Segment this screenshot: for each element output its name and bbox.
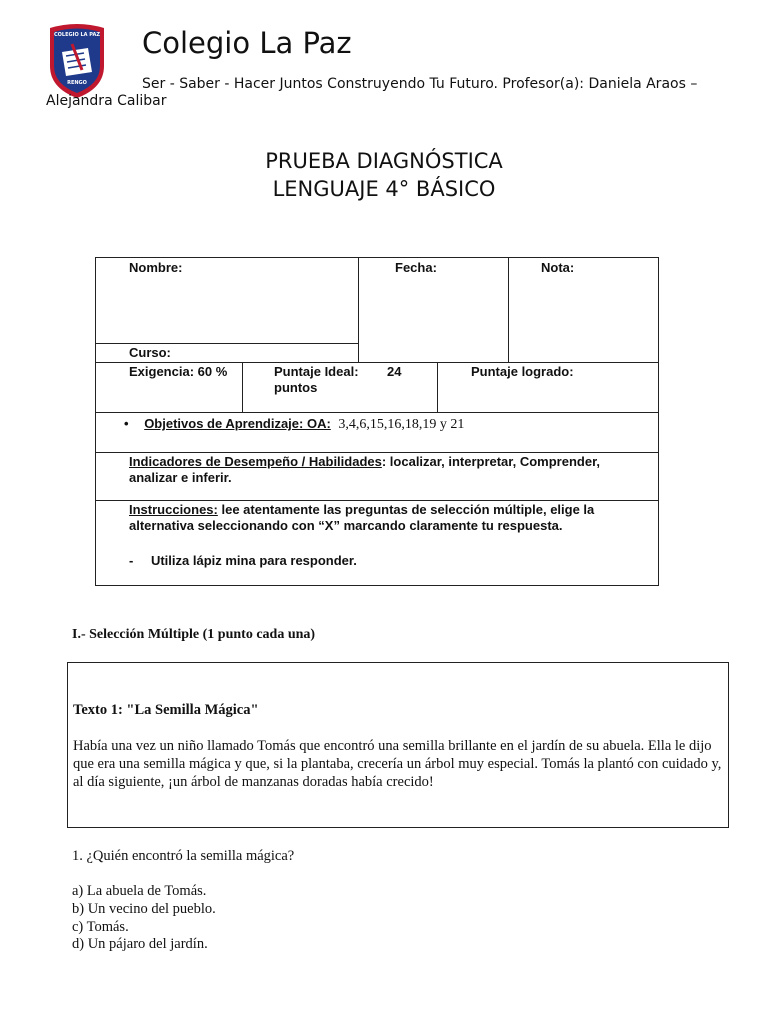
exam-subtitle: LENGUAJE 4° BÁSICO: [272, 177, 496, 201]
option-c[interactable]: c) Tomás.: [72, 919, 129, 935]
option-a[interactable]: a) La abuela de Tomás.: [72, 883, 207, 899]
indicadores-value: : localizar, interpretar, Comprender, analizar e inferir.: [129, 454, 601, 485]
logo-top-text: COLEGIO LA PAZ: [54, 32, 100, 38]
puntaje-ideal-label: Puntaje Ideal:: [274, 364, 359, 379]
school-motto: Ser - Saber - Hacer Juntos Construyendo Tu Futuro. Profesor(a): Daniela Araos – Alejandra Calibar: [46, 76, 698, 109]
objetivos-row: [124, 416, 464, 433]
objetivos-label: Objetivos de Aprendizaje: OA:: [144, 416, 331, 431]
curso-label: Curso:: [129, 345, 171, 360]
instruccion-extra: [129, 553, 357, 569]
instrucciones-text: [129, 502, 639, 534]
dash-marker: -: [129, 553, 134, 568]
puntaje-logrado-label: Puntaje logrado:: [471, 364, 574, 379]
indicadores-text: [129, 454, 639, 486]
question-1-prompt: 1. ¿Quién encontró la semilla mágica?: [72, 848, 295, 864]
info-table: [95, 257, 659, 586]
objetivos-value: 3,4,6,15,16,18,19 y 21: [338, 417, 465, 432]
fecha-label: Fecha:: [395, 260, 437, 275]
instrucciones-value: lee atentamente las preguntas de selección múltiple, elige la alternativa seleccionando con “X” marcando claramente tu respuesta.: [129, 502, 595, 533]
exigencia-label: Exigencia: 60 %: [129, 364, 228, 379]
bullet-icon: •: [124, 416, 129, 431]
exam-title: PRUEBA DIAGNÓSTICA: [265, 149, 503, 173]
reading-text-box: [67, 662, 729, 828]
nombre-label: Nombre:: [129, 260, 183, 275]
puntaje-ideal-unit: puntos: [274, 380, 318, 395]
option-b[interactable]: b) Un vecino del pueblo.: [72, 901, 216, 917]
school-name: Colegio La Paz: [142, 26, 352, 60]
indicadores-label: Indicadores de Desempeño / Habilidades: [129, 454, 382, 469]
puntaje-ideal-value: 24: [387, 364, 402, 379]
section-title: I.- Selección Múltiple (1 punto cada una): [72, 627, 316, 642]
logo-bottom-text: RENGO: [67, 80, 87, 86]
instruccion-extra-text: Utiliza lápiz mina para responder.: [150, 553, 357, 568]
nota-label: Nota:: [541, 260, 575, 275]
reading-title: Texto 1: "La Semilla Mágica": [73, 702, 259, 718]
option-d[interactable]: d) Un pájaro del jardín.: [72, 936, 208, 952]
instrucciones-label: Instrucciones:: [129, 502, 218, 517]
reading-body: Había una vez un niño llamado Tomás que encontró una semilla brillante en el jardín de su abuela. Ella le dijo que era una semilla mágica y que, si la plantaba, crecería un árbol muy especial. Tomás la plantó con cuidado y, al día siguiente, ¡un árbol de manzanas doradas había crecido!: [73, 738, 722, 790]
